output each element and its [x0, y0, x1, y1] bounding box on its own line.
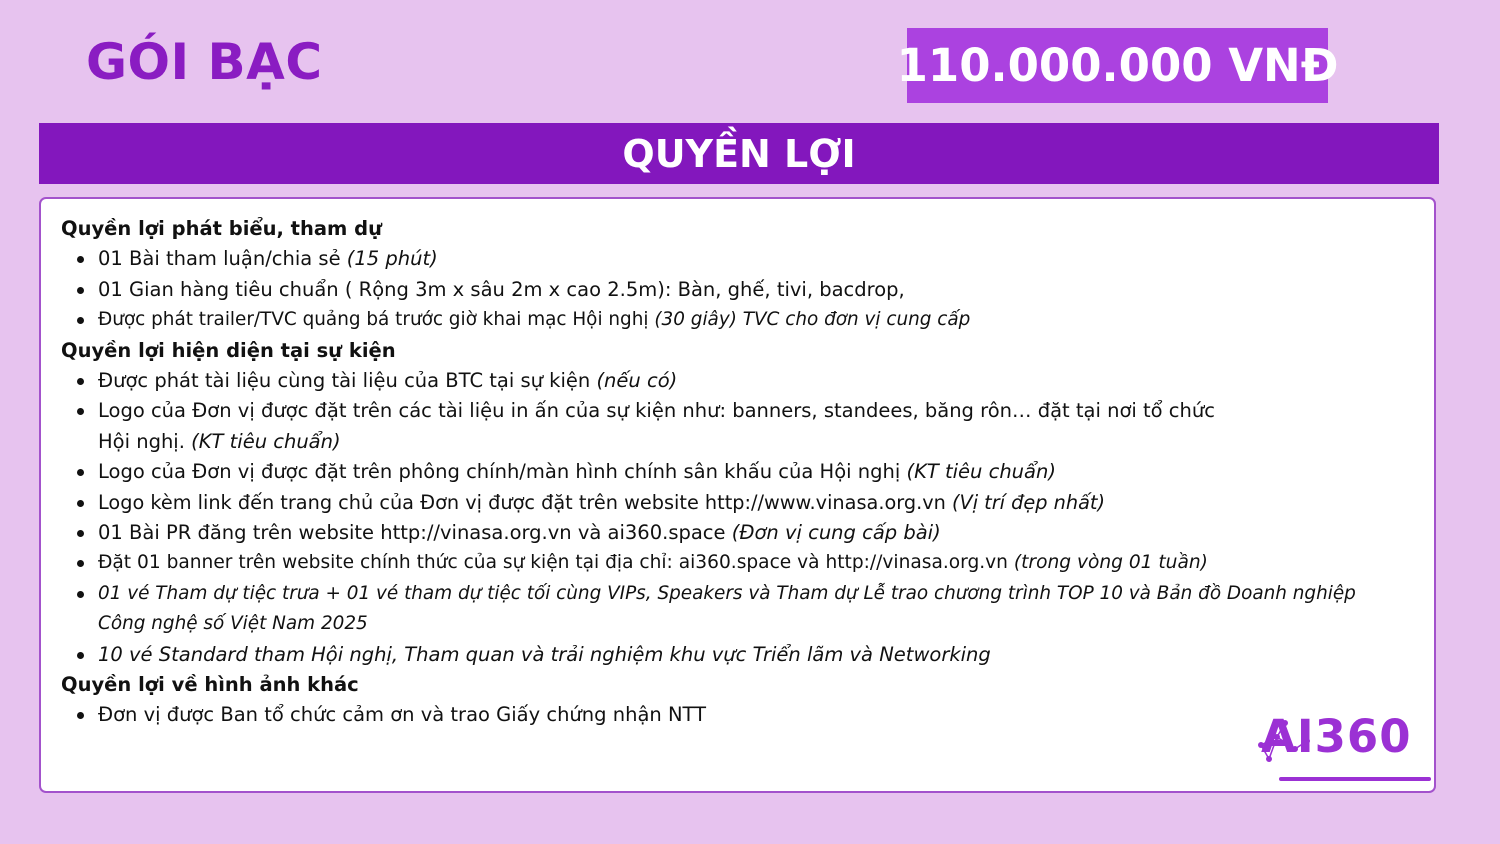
bullet-icon [77, 317, 84, 324]
list-item [61, 457, 1420, 487]
group-heading-presence: Quyền lợi hiện diện tại sự kiện [61, 338, 396, 362]
list-item-text: Logo kèm link đến trang chủ của Đơn vị được đặt trên website http://www.vinasa.org.vn [98, 490, 952, 514]
list-item [61, 275, 1420, 305]
list-item-text: Đặt 01 banner trên website chính thức của sự kiện tại địa chỉ: ai360.space và http://vinasa.org.vn [98, 552, 1014, 574]
benefits-list-presence [61, 366, 1420, 670]
list-item-text: 10 vé Standard tham Hội nghị, Tham quan và trải nghiệm khu vực Triển lãm và Networking [98, 642, 991, 666]
list-item-text: Logo của Đơn vị được đặt trên phông chính/màn hình chính sân khấu của Hội nghị [98, 460, 907, 484]
list-item-text: 01 Gian hàng tiêu chuẩn ( Rộng 3m x sâu 2m x cao 2.5m): Bàn, ghế, tivi, bacdrop, [98, 277, 905, 301]
list-item-note: (KT tiêu chuẩn) [906, 460, 1056, 484]
bullet-icon [77, 560, 84, 567]
list-item-note: (15 phút) [346, 247, 438, 271]
bullet-icon [77, 287, 84, 294]
package-title: GÓI BẠC [86, 33, 323, 91]
list-item [61, 244, 1420, 274]
benefits-panel [39, 197, 1436, 793]
section-header-bar [39, 123, 1439, 184]
list-item-note: (Vị trí đẹp nhất) [951, 490, 1105, 514]
section-title: QUYỀN LỢI [622, 131, 856, 176]
logo-underline [1279, 777, 1431, 781]
list-item [61, 640, 1420, 670]
list-item-text: 01 Bài PR đăng trên website http://vinasa.org.vn và ai360.space [98, 521, 732, 545]
list-item [61, 366, 1420, 396]
group-heading-speaking: Quyền lợi phát biểu, tham dự [61, 217, 382, 240]
ai360-logo [1221, 709, 1451, 789]
list-item-text-continued: Hội nghị. [98, 429, 192, 453]
benefits-list-image [61, 700, 1420, 730]
list-item-text-continued: Công nghệ số Việt Nam 2025 [98, 613, 368, 635]
list-item [61, 579, 1420, 640]
list-item-text: Logo của Đơn vị được đặt trên các tài liệu in ấn của sự kiện như: banners, standees, băng rôn… đặt tại nơi tổ chức [98, 399, 1215, 423]
benefits-list-speaking [61, 244, 1420, 335]
benefits-content [61, 214, 1420, 731]
bullet-icon [77, 378, 84, 385]
bullet-icon [77, 256, 84, 263]
list-item-text: 01 Bài tham luận/chia sẻ [98, 247, 347, 271]
bullet-icon [77, 408, 84, 415]
list-item-note: (nếu có) [596, 369, 678, 392]
list-item-text: Đơn vị được Ban tổ chức cảm ơn và trao Giấy chứng nhận NTT [98, 703, 707, 727]
list-item [61, 305, 1420, 335]
list-item [61, 396, 1420, 457]
list-item [61, 700, 1420, 730]
list-item-note: (trong vòng 01 tuần) [1013, 552, 1208, 574]
list-item-note: (Đơn vị cung cấp bài) [731, 521, 941, 545]
list-item-text: 01 vé Tham dự tiệc trưa + 01 vé tham dự tiệc tối cùng VIPs, Speakers và Tham dự Lễ trao chương trình TOP 10 và Bản đồ Doanh nghiệp [98, 582, 1356, 604]
list-item [61, 518, 1420, 548]
price-box [896, 28, 1339, 103]
bullet-icon [77, 469, 84, 476]
list-item [61, 488, 1420, 518]
group-heading-image: Quyền lợi về hình ảnh khác [61, 673, 359, 697]
logo-wordmark: AI360 [1261, 710, 1412, 763]
list-item-text: Được phát trailer/TVC quảng bá trước giờ khai mạc Hội nghị [98, 309, 655, 331]
list-item-note: (30 giây) TVC cho đơn vị cung cấp [654, 309, 971, 331]
bullet-icon [77, 500, 84, 507]
list-item-note: (KT tiêu chuẩn) [191, 429, 341, 453]
list-item-text: Được phát tài liệu cùng tài liệu của BTC tại sự kiện [98, 369, 597, 392]
bullet-icon [77, 712, 84, 719]
list-item [61, 548, 1420, 578]
bullet-icon [77, 591, 84, 598]
price-value: 110.000.000 VNĐ [896, 39, 1339, 92]
bullet-icon [77, 530, 84, 537]
bullet-icon [77, 652, 84, 659]
